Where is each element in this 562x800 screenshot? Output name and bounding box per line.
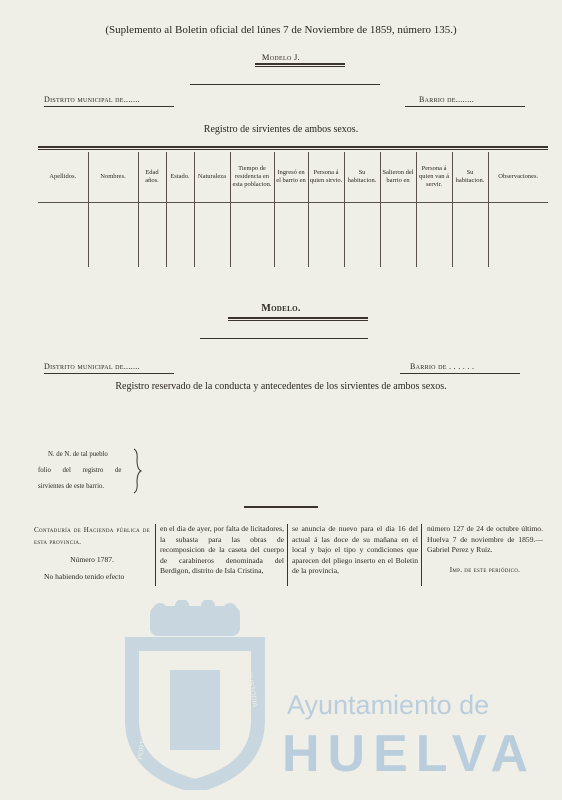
table-top-rule <box>38 146 548 148</box>
col-header: Persona á quien van á servir. <box>416 152 452 203</box>
col-header: Su habitacion. <box>452 152 488 203</box>
table-row <box>38 203 548 268</box>
notice-number: Número 1787. <box>70 555 114 564</box>
entry-line: sirvientes de este barrio. <box>38 483 105 490</box>
shield-left-text: PORTUS MARIS <box>137 706 154 761</box>
title-underline-2 <box>228 317 368 319</box>
barrio-label-1: Barrio de........ <box>419 95 475 104</box>
shield-top-text: ET TERRE <box>175 655 215 664</box>
separator-rule-1 <box>190 84 380 85</box>
notice-col-4 <box>427 524 543 575</box>
watermark-city: HUELVA <box>282 725 537 783</box>
separator-rule-3 <box>244 506 318 508</box>
servants-register-table <box>38 152 548 267</box>
notice-text-end: número 127 de 24 de octubre último. Huelva 7 de noviembre de 1859.—Gabriel Perez y Ruiz. <box>427 524 543 555</box>
col-header: Estado. <box>166 152 194 203</box>
col-header: Salieron del barrio en <box>380 152 416 203</box>
model-title-1: Modelo J. <box>261 52 301 62</box>
district-label-2: Distrito municipal de....... <box>44 362 140 371</box>
imprint: Imp. de este periódico. <box>449 565 521 574</box>
col-header: Naturaleza <box>194 152 230 203</box>
col-divider <box>287 524 288 586</box>
entry-line: folio del registro de <box>38 467 122 474</box>
title-underline-1b <box>255 66 345 67</box>
notice-col-1 <box>34 524 150 582</box>
district-label-1: Distrito municipal de....... <box>44 95 140 104</box>
register-title-2: Registro reservado de la conducta y antecedentes de los sirvientes de ambos sexos. <box>115 381 447 392</box>
district-underline-2 <box>44 373 174 374</box>
office-heading: Contaduría de Hacienda pública de esta provincia. <box>34 526 150 546</box>
col-header: Apellidos. <box>38 152 88 203</box>
col-header: Ingresó en el barrio en <box>274 152 308 203</box>
model-title-2: Modelo. <box>261 303 301 314</box>
table-top-rule-b <box>38 149 548 150</box>
title-underline-1 <box>255 63 345 65</box>
entry-brace <box>132 448 142 494</box>
city-shield-watermark <box>120 600 270 790</box>
col-header: Persona á quien sirvio. <box>308 152 344 203</box>
barrio-underline-2 <box>400 373 520 374</box>
watermark-name: Ayuntamiento de <box>287 690 490 720</box>
notice-text-start: No habiendo tenido efecto <box>44 571 125 581</box>
barrio-label-2: Barrio de . . . . . . <box>410 362 475 371</box>
title-underline-2b <box>228 320 368 321</box>
register-title-1: Registro de sirvientes de ambos sexos. <box>203 124 359 135</box>
supplement-header: (Suplemento al Boletin oficial del lúnes 7 de Noviembre de 1859, número 135.) <box>105 24 457 36</box>
table-header-row <box>38 152 548 203</box>
shield-right-text: CUSTODIA <box>245 671 259 708</box>
notice-col-3: se anuncia de nuevo para el dia 16 del actual á las doce de su mañana en el local y bajo el tipo y condiciones que aparecen del pliego inserto en el Boletin de la provincia, <box>292 524 418 576</box>
district-underline-1 <box>44 106 174 107</box>
entry-line: N. de N. de tal pueblo <box>48 451 108 458</box>
notice-col-2: en el dia de ayer, por falta de licitadores, la subasta para las obras de recomposicion de la caseta del cuerpo de carabineros denominada del Berdigon, distrito de Isla Cristina, <box>160 524 284 576</box>
col-header: Observaciones. <box>488 152 548 203</box>
col-header: Su habitacion. <box>344 152 380 203</box>
barrio-underline-1 <box>405 106 525 107</box>
col-header: Nombres. <box>88 152 138 203</box>
col-header: Tiempo de residencia en esta poblacion. <box>230 152 274 203</box>
separator-rule-2 <box>200 338 368 339</box>
col-header: Edad años. <box>138 152 166 203</box>
col-divider <box>155 524 156 586</box>
col-divider <box>421 524 422 586</box>
